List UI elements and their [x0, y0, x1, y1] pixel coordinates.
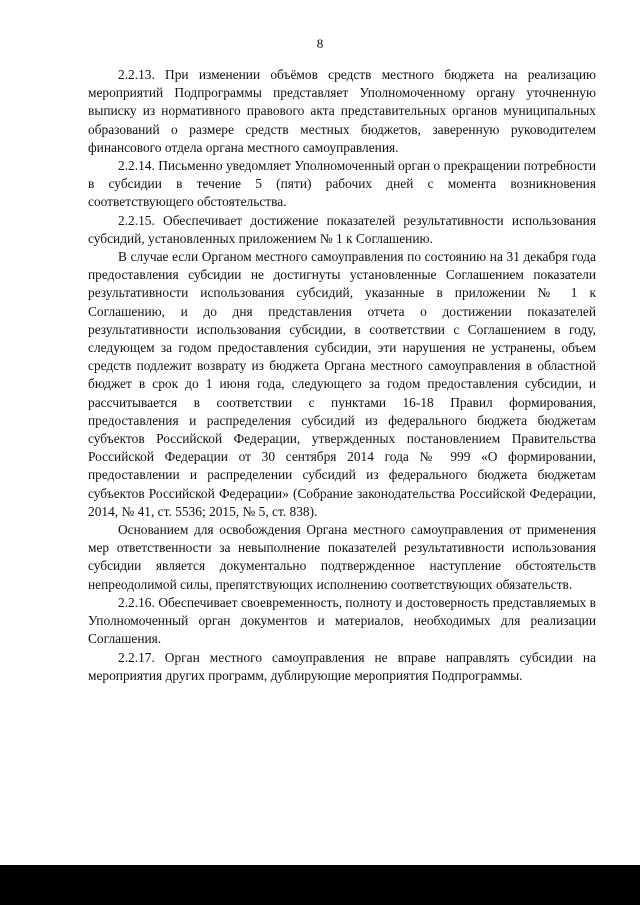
paragraph-2-2-13: 2.2.13. При изменении объёмов средств местного бюджета на реализацию мероприятий Подпрограммы представляет Уполномоченному органу уточненную выписку из нормативного правового акта представительных органов муниципальных образований о размере средств местных бюджетов, заверенную руководителем финансового отдела органа местного самоуправления. — [88, 67, 596, 155]
paragraph-return-conditions: В случае если Органом местного самоуправления по состоянию на 31 декабря года предоставления субсидии не достигнуты установленные Соглашением показатели результативности использования субсидий, указанные в приложении № 1 к Соглашению, и до дня представления отчета о достижении показателей результативности использования субсидии, в соответствии с Соглашением в году, следующем за годом предоставления субсидии, эти нарушения не устранены, объем средств подлежит возврату из бюджета Органа местного самоуправления в областной бюджет в срок до 1 июня года, следующего за годом предоставления субсидии, и рассчитывается в соответствии с пунктами 16-18 Правил формирования, предоставления и распределения субсидий из федерального бюджета бюджетам субъектов Российской Федерации, утвержденных постановлением Правительства Российской Федерации от 30 сентября 2014 года № 999 «О формировании, предоставлении и распределении субсидий из федерального бюджета бюджетам субъектов Российской Федерации» (Собрание законодательства Российской Федерации, 2014, № 41, ст. 5536; 2015, № 5, ст. 838). — [88, 249, 596, 519]
paragraph-2-2-16: 2.2.16. Обеспечивает своевременность, полноту и достоверность представляемых в Уполномоченный орган документов и материалов, необходимых для реализации Соглашения. — [88, 594, 596, 647]
scan-bottom-border — [0, 865, 640, 905]
document-body — [88, 66, 596, 685]
paragraph-exemption: Основанием для освобождения Органа местного самоуправления от применения мер ответственности за невыполнение показателей результативности использования субсидии является документально подтвержденное наступление обстоятельств непреодолимой силы, препятствующих исполнению соответствующих обязательств. — [88, 522, 596, 592]
paragraph-2-2-17: 2.2.17. Орган местного самоуправления не вправе направлять субсидии на мероприятия других программ, дублирующие мероприятия Подпрограммы. — [88, 649, 596, 683]
paragraph-2-2-14: 2.2.14. Письменно уведомляет Уполномоченный орган о прекращении потребности в субсидии в течение 5 (пяти) рабочих дней с момента возникновения соответствующего обстоятельства. — [88, 158, 596, 210]
paragraph-2-2-15: 2.2.15. Обеспечивает достижение показателей результативности использования субсидий, установленных приложением № 1 к Соглашению. — [88, 212, 596, 246]
page-number: 8 — [316, 36, 324, 51]
